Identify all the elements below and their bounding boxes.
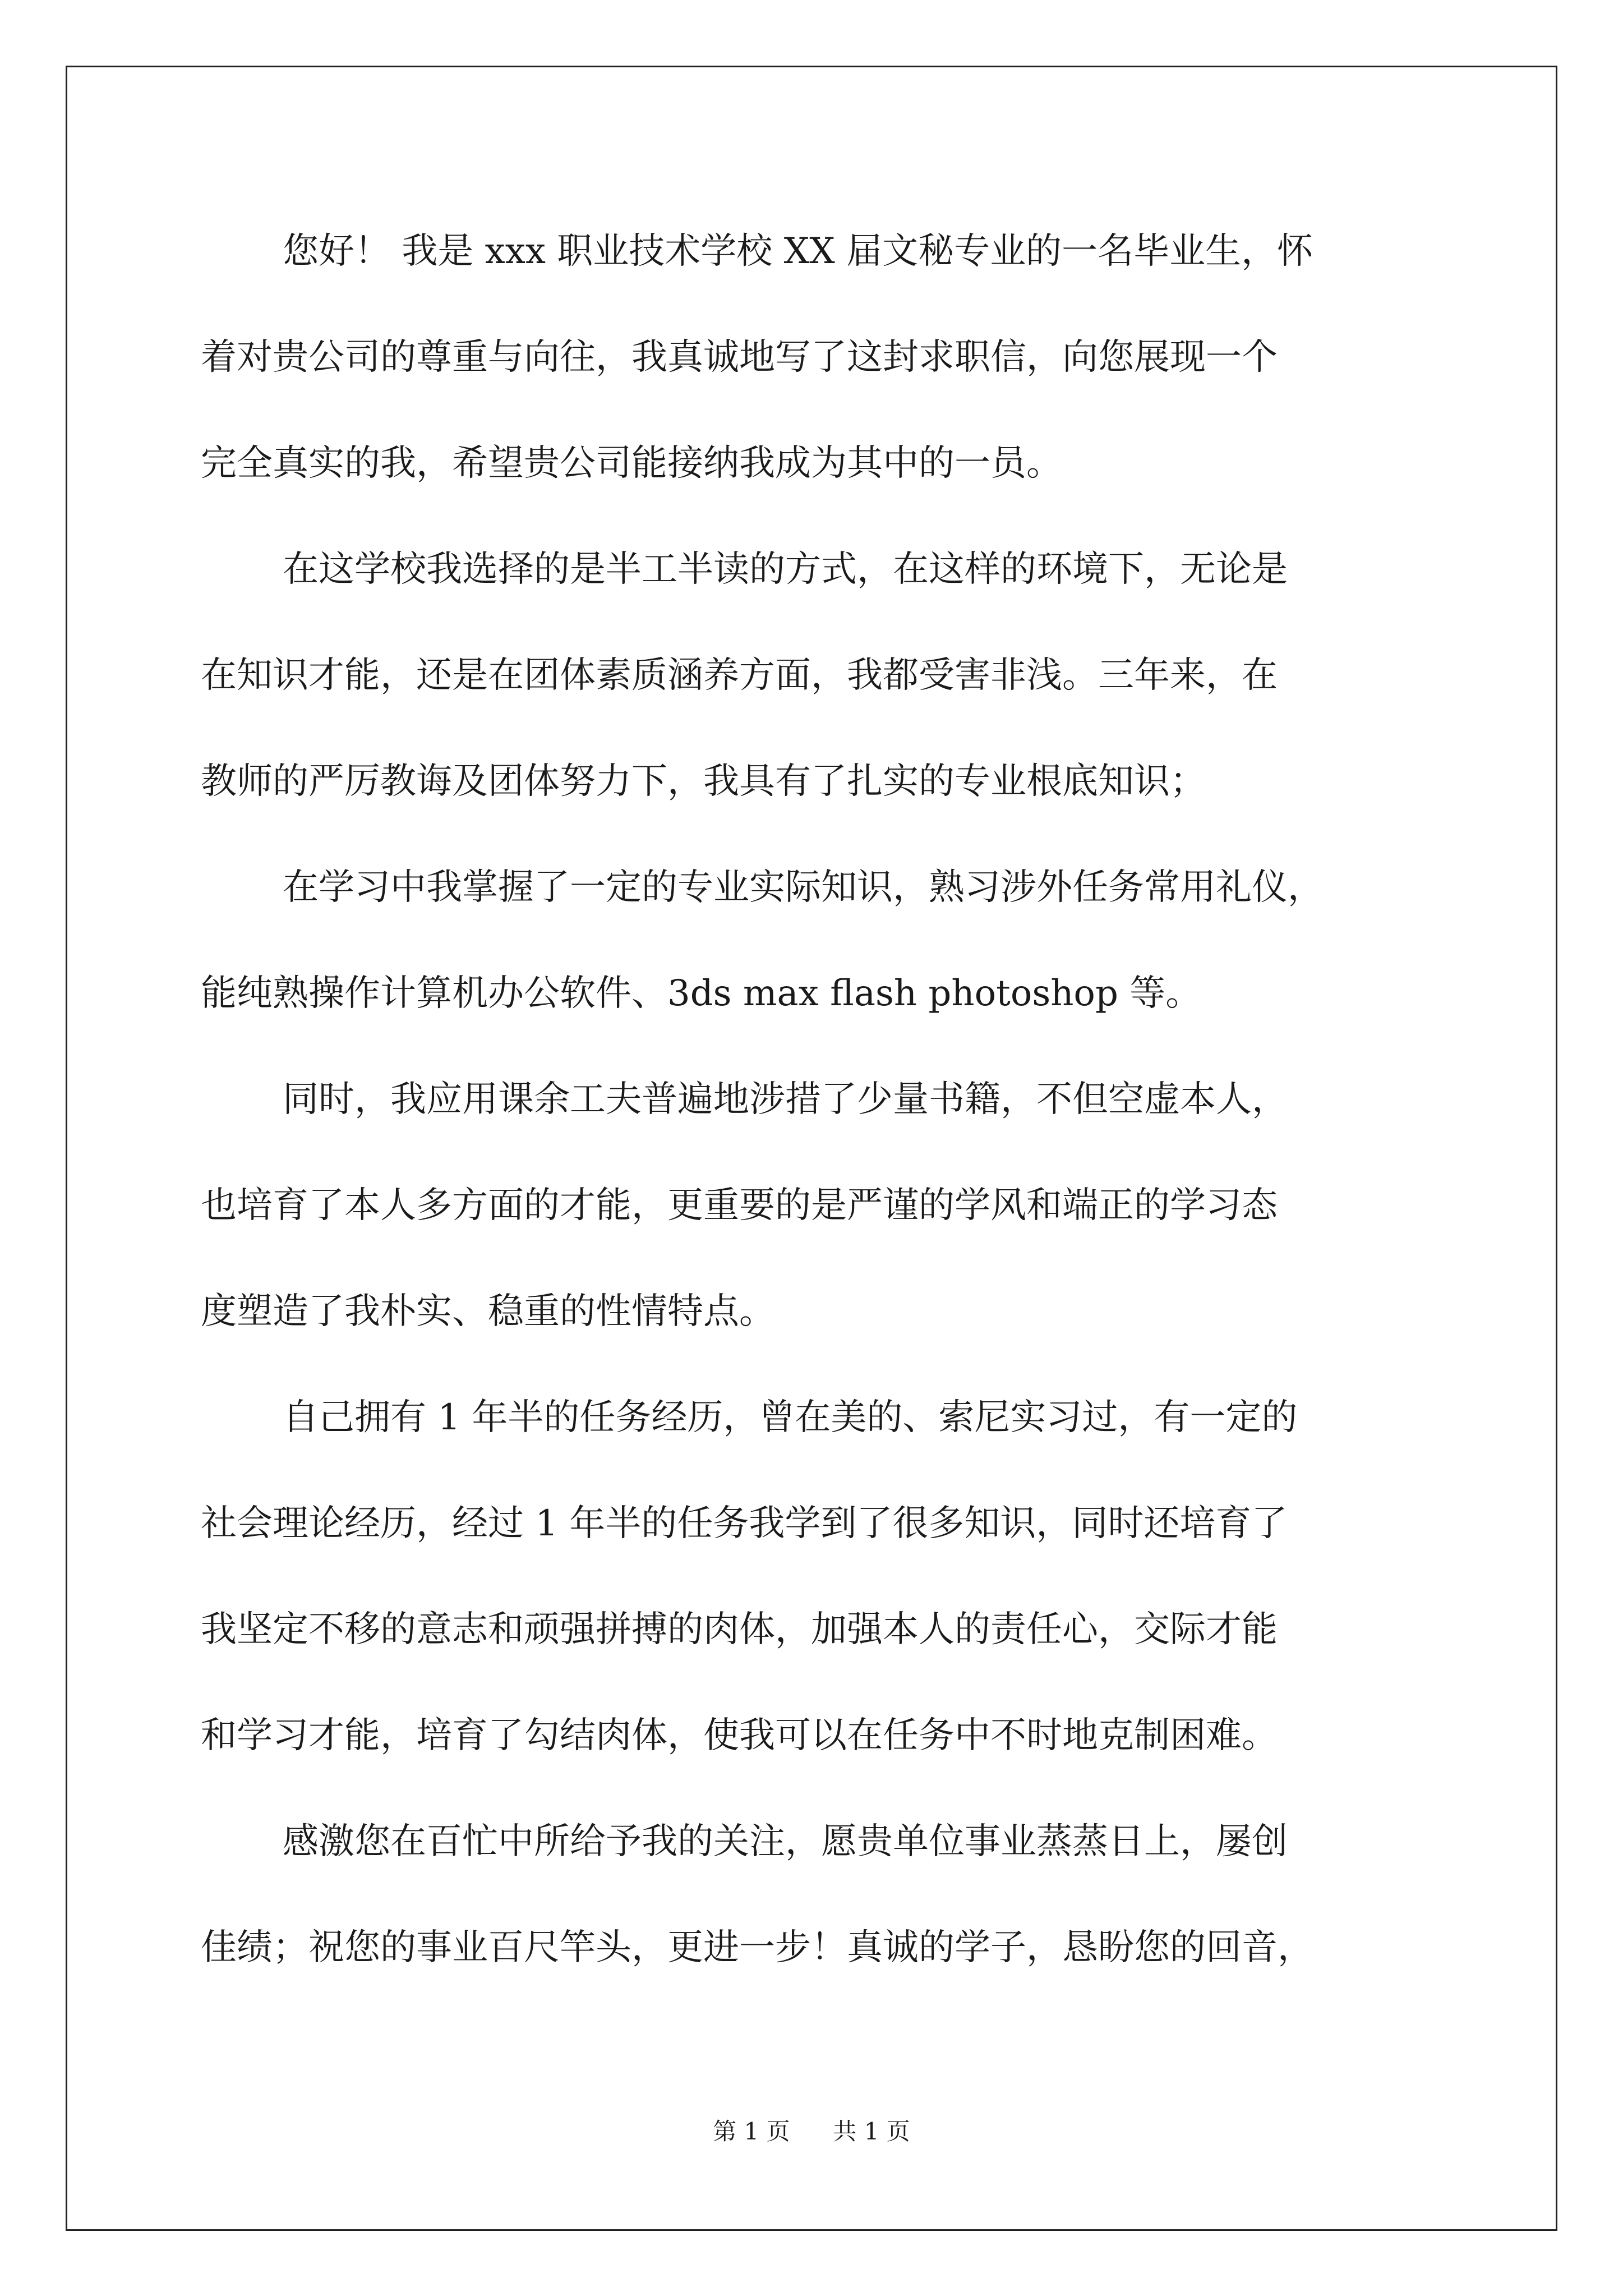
- page-total: 共 1 页: [833, 2118, 910, 2145]
- letter-line: 着对贵公司的尊重与向往，我真诚地写了这封求职信，向您展现一个: [201, 337, 1278, 378]
- letter-line: 社会理论经历，经过 1 年半的任务我学到了很多知识，同时还培育了: [201, 1503, 1288, 1544]
- letter-line: 佳绩；祝您的事业百尺竿头，更进一步！真诚的学子，恳盼您的回音，: [201, 1927, 1313, 1968]
- page-footer: [0, 2115, 1623, 2148]
- letter-line: 也培育了本人多方面的才能，更重要的是严谨的学风和端正的学习态: [201, 1185, 1278, 1226]
- letter-line: 您好！ 我是 xxx 职业技术学校 XX 届文秘专业的一名毕业生，怀: [283, 231, 1313, 272]
- letter-line: 在这学校我选择的是半工半读的方式，在这样的环境下，无论是: [283, 549, 1288, 590]
- letter-line: 自己拥有 1 年半的任务经历，曾在美的、索尼实习过，有一定的: [283, 1397, 1298, 1438]
- page-number: 第 1 页: [713, 2118, 790, 2145]
- letter-line: 度塑造了我朴实、稳重的性情特点。: [201, 1291, 775, 1332]
- letter-line: 同时，我应用课余工夫普遍地涉措了少量书籍，不但空虚本人，: [283, 1079, 1288, 1120]
- letter-line: 感激您在百忙中所给予我的关注，愿贵单位事业蒸蒸日上，屡创: [283, 1821, 1288, 1862]
- letter-line: 在学习中我掌握了一定的专业实际知识，熟习涉外任务常用礼仪，: [283, 867, 1324, 908]
- letter-body: [201, 218, 1451, 2020]
- letter-line: 能纯熟操作计算机办公软件、3ds max flash photoshop 等。: [201, 973, 1202, 1014]
- letter-line: 在知识才能，还是在团体素质涵养方面，我都受害非浅。三年来，在: [201, 655, 1278, 696]
- letter-line: 我坚定不移的意志和顽强拼搏的肉体，加强本人的责任心，交际才能: [201, 1609, 1278, 1650]
- letter-line: 教师的严厉教诲及团体努力下，我具有了扎实的专业根底知识；: [201, 761, 1206, 802]
- letter-line: 完全真实的我，希望贵公司能接纳我成为其中的一员。: [201, 443, 1062, 484]
- letter-line: 和学习才能，培育了勾结肉体，使我可以在任务中不时地克制困难。: [201, 1715, 1278, 1756]
